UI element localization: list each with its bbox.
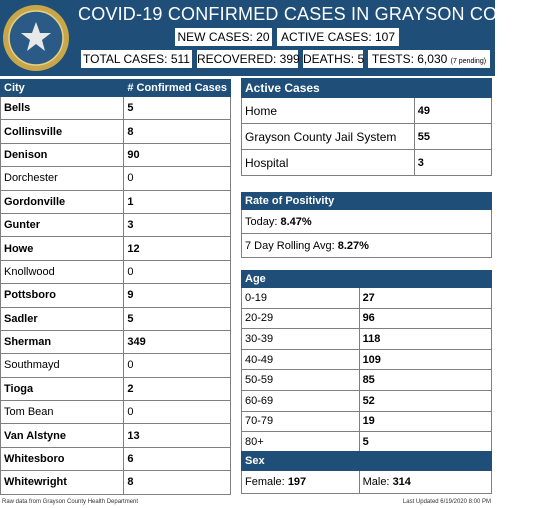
table-row [242, 150, 492, 176]
city-name: Gunter [1, 213, 124, 236]
city-cases: 12 [124, 237, 231, 260]
age-header-blank [359, 271, 491, 288]
table-row [1, 424, 231, 447]
city-name: Knollwood [1, 260, 124, 283]
age-value: 5 [359, 432, 491, 453]
city-cases: 3 [124, 213, 231, 236]
active-value: 3 [414, 150, 491, 176]
tests-count: TESTS: 6,030 [371, 52, 448, 66]
active-label: Home [242, 98, 415, 124]
positivity-today [242, 210, 492, 234]
table-row [242, 288, 492, 309]
city-name: Dorchester [1, 167, 124, 190]
age-range: 70-79 [242, 411, 360, 432]
age-value: 96 [359, 308, 491, 329]
city-cases: 0 [124, 401, 231, 424]
table-row [1, 471, 231, 494]
positivity-rolling [242, 234, 492, 258]
city-name: Sherman [1, 330, 124, 353]
new-cases-badge: NEW CASES: 20 [174, 27, 273, 47]
city-column-header: City [1, 80, 124, 97]
today-value: 8.47% [280, 215, 312, 228]
table-row [242, 124, 492, 150]
age-value: 52 [359, 390, 491, 411]
city-cases: 13 [124, 424, 231, 447]
table-row [242, 370, 492, 391]
table-row [1, 284, 231, 307]
female-label: Female: [245, 476, 285, 488]
city-name: Gordonville [1, 190, 124, 213]
table-row [242, 210, 492, 234]
city-cases: 5 [124, 307, 231, 330]
age-value: 27 [359, 288, 491, 309]
male-value: 314 [392, 476, 411, 488]
city-cases: 6 [124, 447, 231, 470]
female-value: 197 [287, 476, 307, 488]
city-cases: 2 [124, 377, 231, 400]
table-row [1, 120, 231, 143]
active-cases-table [241, 78, 492, 176]
deaths-badge: DEATHS: 5 [302, 49, 364, 69]
male-label: Male: [362, 476, 390, 488]
table-row [1, 143, 231, 166]
positivity-title: Rate of Positivity [242, 193, 492, 210]
table-row [242, 329, 492, 350]
table-row [242, 98, 492, 124]
city-name: Denison [1, 143, 124, 166]
city-cases: 8 [124, 120, 231, 143]
tests-badge [367, 49, 491, 69]
city-cases: 0 [124, 260, 231, 283]
age-value: 118 [359, 329, 491, 350]
table-row [1, 401, 231, 424]
city-cases: 349 [124, 330, 231, 353]
city-name: Tom Bean [1, 401, 124, 424]
female-cell [242, 471, 360, 494]
city-name: Southmayd [1, 354, 124, 377]
table-row [1, 190, 231, 213]
positivity-table [241, 192, 492, 258]
rolling-value: 8.27% [337, 239, 369, 252]
age-range: 60-69 [242, 390, 360, 411]
sex-header-blank [359, 452, 491, 471]
city-cases: 1 [124, 190, 231, 213]
city-name: Whitewright [1, 471, 124, 494]
age-range: 0-19 [242, 288, 360, 309]
table-row [242, 411, 492, 432]
today-label: Today: [245, 215, 278, 228]
city-cases: 9 [124, 284, 231, 307]
table-row [1, 447, 231, 470]
tests-note: (7 pending) [450, 58, 487, 65]
age-range: 80+ [242, 432, 360, 453]
table-row [242, 234, 492, 258]
active-value: 49 [414, 98, 491, 124]
male-cell [359, 471, 491, 494]
city-cases: 90 [124, 143, 231, 166]
city-name: Whitesboro [1, 447, 124, 470]
table-row [242, 432, 492, 453]
total-cases-badge: TOTAL CASES: 511 [80, 49, 193, 69]
city-cases: 0 [124, 167, 231, 190]
age-range: 40-49 [242, 349, 360, 370]
header-banner [0, 0, 547, 76]
age-table [241, 270, 492, 453]
table-row [242, 471, 492, 494]
active-cases-title: Active Cases [242, 79, 492, 98]
age-value: 19 [359, 411, 491, 432]
rolling-label: 7 Day Rolling Avg: [245, 239, 335, 252]
city-cases: 8 [124, 471, 231, 494]
table-row [242, 390, 492, 411]
age-title: Age [242, 271, 360, 288]
active-label: Hospital [242, 150, 415, 176]
table-row [1, 237, 231, 260]
table-row [1, 167, 231, 190]
city-name: Bells [1, 97, 124, 120]
recovered-badge: RECOVERED: 399 [196, 49, 299, 69]
city-name: Sadler [1, 307, 124, 330]
page-title: COVID-19 CONFIRMED CASES IN GRAYSON COUNTY [78, 4, 547, 24]
city-name: Howe [1, 237, 124, 260]
city-cases: 0 [124, 354, 231, 377]
table-row [1, 213, 231, 236]
city-cases-table [0, 79, 231, 495]
table-row [1, 377, 231, 400]
cases-column-header: # Confirmed Cases [124, 80, 231, 97]
table-row [242, 308, 492, 329]
table-row [1, 330, 231, 353]
city-name: Van Alstyne [1, 424, 124, 447]
sex-title: Sex [242, 452, 360, 471]
age-range: 20-29 [242, 308, 360, 329]
sex-table [241, 451, 492, 494]
city-name: Pottsboro [1, 284, 124, 307]
age-range: 50-59 [242, 370, 360, 391]
age-value: 109 [359, 349, 491, 370]
city-cases: 5 [124, 97, 231, 120]
table-row [1, 97, 231, 120]
table-row [1, 260, 231, 283]
last-updated-note: Last Updated 6/19/2020 8:00 PM [402, 499, 491, 505]
city-name: Tioga [1, 377, 124, 400]
active-label: Grayson County Jail System [242, 124, 415, 150]
table-row [1, 307, 231, 330]
active-value: 55 [414, 124, 491, 150]
table-row [242, 349, 492, 370]
active-cases-badge: ACTIVE CASES: 107 [276, 27, 400, 47]
age-value: 85 [359, 370, 491, 391]
city-name: Collinsville [1, 120, 124, 143]
table-row [1, 354, 231, 377]
age-range: 30-39 [242, 329, 360, 350]
data-source-note: Raw data from Grayson County Health Department [2, 499, 139, 505]
county-seal-icon [0, 0, 72, 76]
